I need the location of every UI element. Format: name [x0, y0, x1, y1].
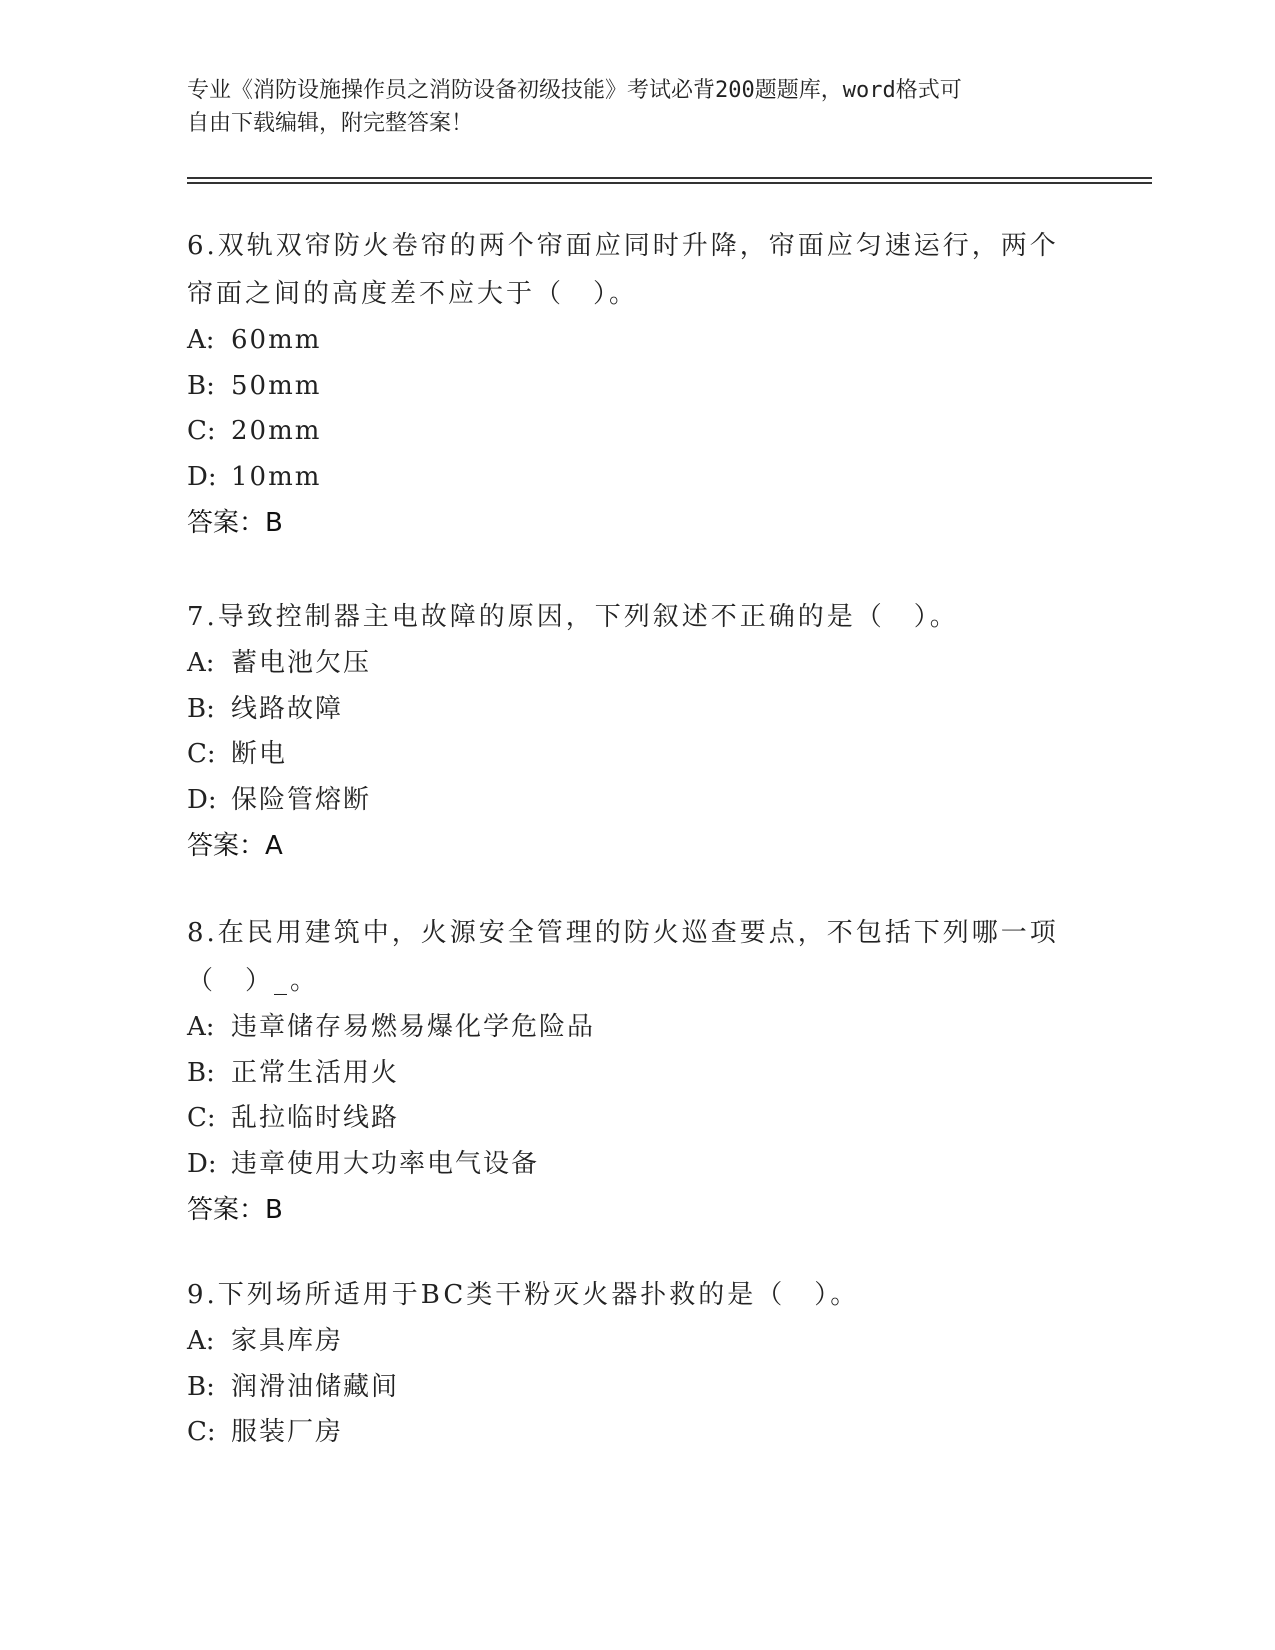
option-letter: C:: [187, 416, 216, 446]
question-stem-line: （ ）_。: [187, 966, 320, 996]
option-a: [187, 1319, 1087, 1365]
option-text: 正常生活用火: [231, 1057, 400, 1088]
option-c: [187, 1096, 1087, 1142]
option-text: 家具库房: [231, 1326, 344, 1356]
option-letter: C:: [187, 739, 216, 769]
option-b: [187, 1365, 1087, 1411]
question-stem-line: 6.双轨双帘防火卷帘的两个帘面应同时升降，帘面应匀速运行，两个: [187, 231, 1059, 261]
option-text: 20mm: [231, 416, 322, 446]
option-text: 服装厂房: [231, 1417, 344, 1447]
question-stem: [187, 593, 1087, 641]
question-stem-line: 7.导致控制器主电故障的原因，下列叙述不正确的是（ ）。: [187, 602, 959, 632]
answer-line: 答案：B: [187, 508, 283, 538]
question-stem-line: 帘面之间的高度差不应大于（ ）。: [187, 279, 639, 309]
option-letter: A:: [187, 1326, 215, 1356]
question-8: [187, 909, 1087, 1233]
option-c: [187, 1410, 1087, 1456]
option-d: [187, 455, 1087, 501]
option-letter: C:: [187, 1103, 216, 1133]
option-letter: A:: [187, 325, 215, 355]
option-letter: A:: [187, 648, 215, 678]
option-letter: B:: [187, 370, 215, 401]
option-text: 50mm: [231, 370, 322, 401]
option-text: 乱拉临时线路: [231, 1103, 400, 1133]
document-header: [187, 74, 1067, 140]
option-text: 保险管熔断: [231, 784, 372, 815]
option-text: 违章使用大功率电气设备: [231, 1148, 540, 1179]
option-letter: C:: [187, 1417, 216, 1447]
option-letter: D:: [187, 784, 217, 815]
question-9: [187, 1271, 1087, 1456]
answer-line: 答案：B: [187, 1195, 283, 1225]
option-c: [187, 732, 1087, 778]
option-b: [187, 364, 1087, 410]
option-text: 10mm: [231, 461, 322, 492]
header-line-2: 自由下载编辑，附完整答案！: [187, 111, 474, 136]
option-text: 断电: [231, 739, 288, 769]
option-letter: D:: [187, 1148, 217, 1179]
question-7: [187, 593, 1087, 869]
option-d: [187, 778, 1087, 824]
option-a: [187, 1005, 1087, 1051]
option-a: [187, 318, 1087, 364]
option-a: [187, 641, 1087, 687]
option-b: [187, 1051, 1087, 1097]
question-6: [187, 222, 1087, 546]
option-text: 60mm: [231, 325, 322, 355]
question-stem: [187, 909, 1087, 1005]
option-text: 润滑油储藏间: [231, 1371, 400, 1402]
question-stem-line: 9.下列场所适用于BC类干粉灭火器扑救的是（ ）。: [187, 1280, 860, 1310]
option-c: [187, 409, 1087, 455]
option-letter: D:: [187, 461, 217, 492]
question-stem: [187, 222, 1087, 318]
question-stem: [187, 1271, 1087, 1319]
option-text: 线路故障: [231, 693, 344, 724]
option-letter: B:: [187, 1371, 215, 1402]
option-d: [187, 1142, 1087, 1188]
option-text: 违章储存易燃易爆化学危险品: [231, 1012, 596, 1042]
option-letter: B:: [187, 693, 215, 724]
answer-line: 答案：A: [187, 831, 283, 861]
header-divider-bottom: [187, 182, 1152, 184]
option-text: 蓄电池欠压: [231, 648, 372, 678]
option-letter: A:: [187, 1012, 215, 1042]
option-letter: B:: [187, 1057, 215, 1088]
option-b: [187, 687, 1087, 733]
question-stem-line: 8.在民用建筑中，火源安全管理的防火巡查要点，不包括下列哪一项: [187, 918, 1059, 948]
header-line-1: 专业《消防设施操作员之消防设备初级技能》考试必背200题题库，word格式可: [187, 78, 962, 103]
header-divider-top: [187, 177, 1152, 179]
